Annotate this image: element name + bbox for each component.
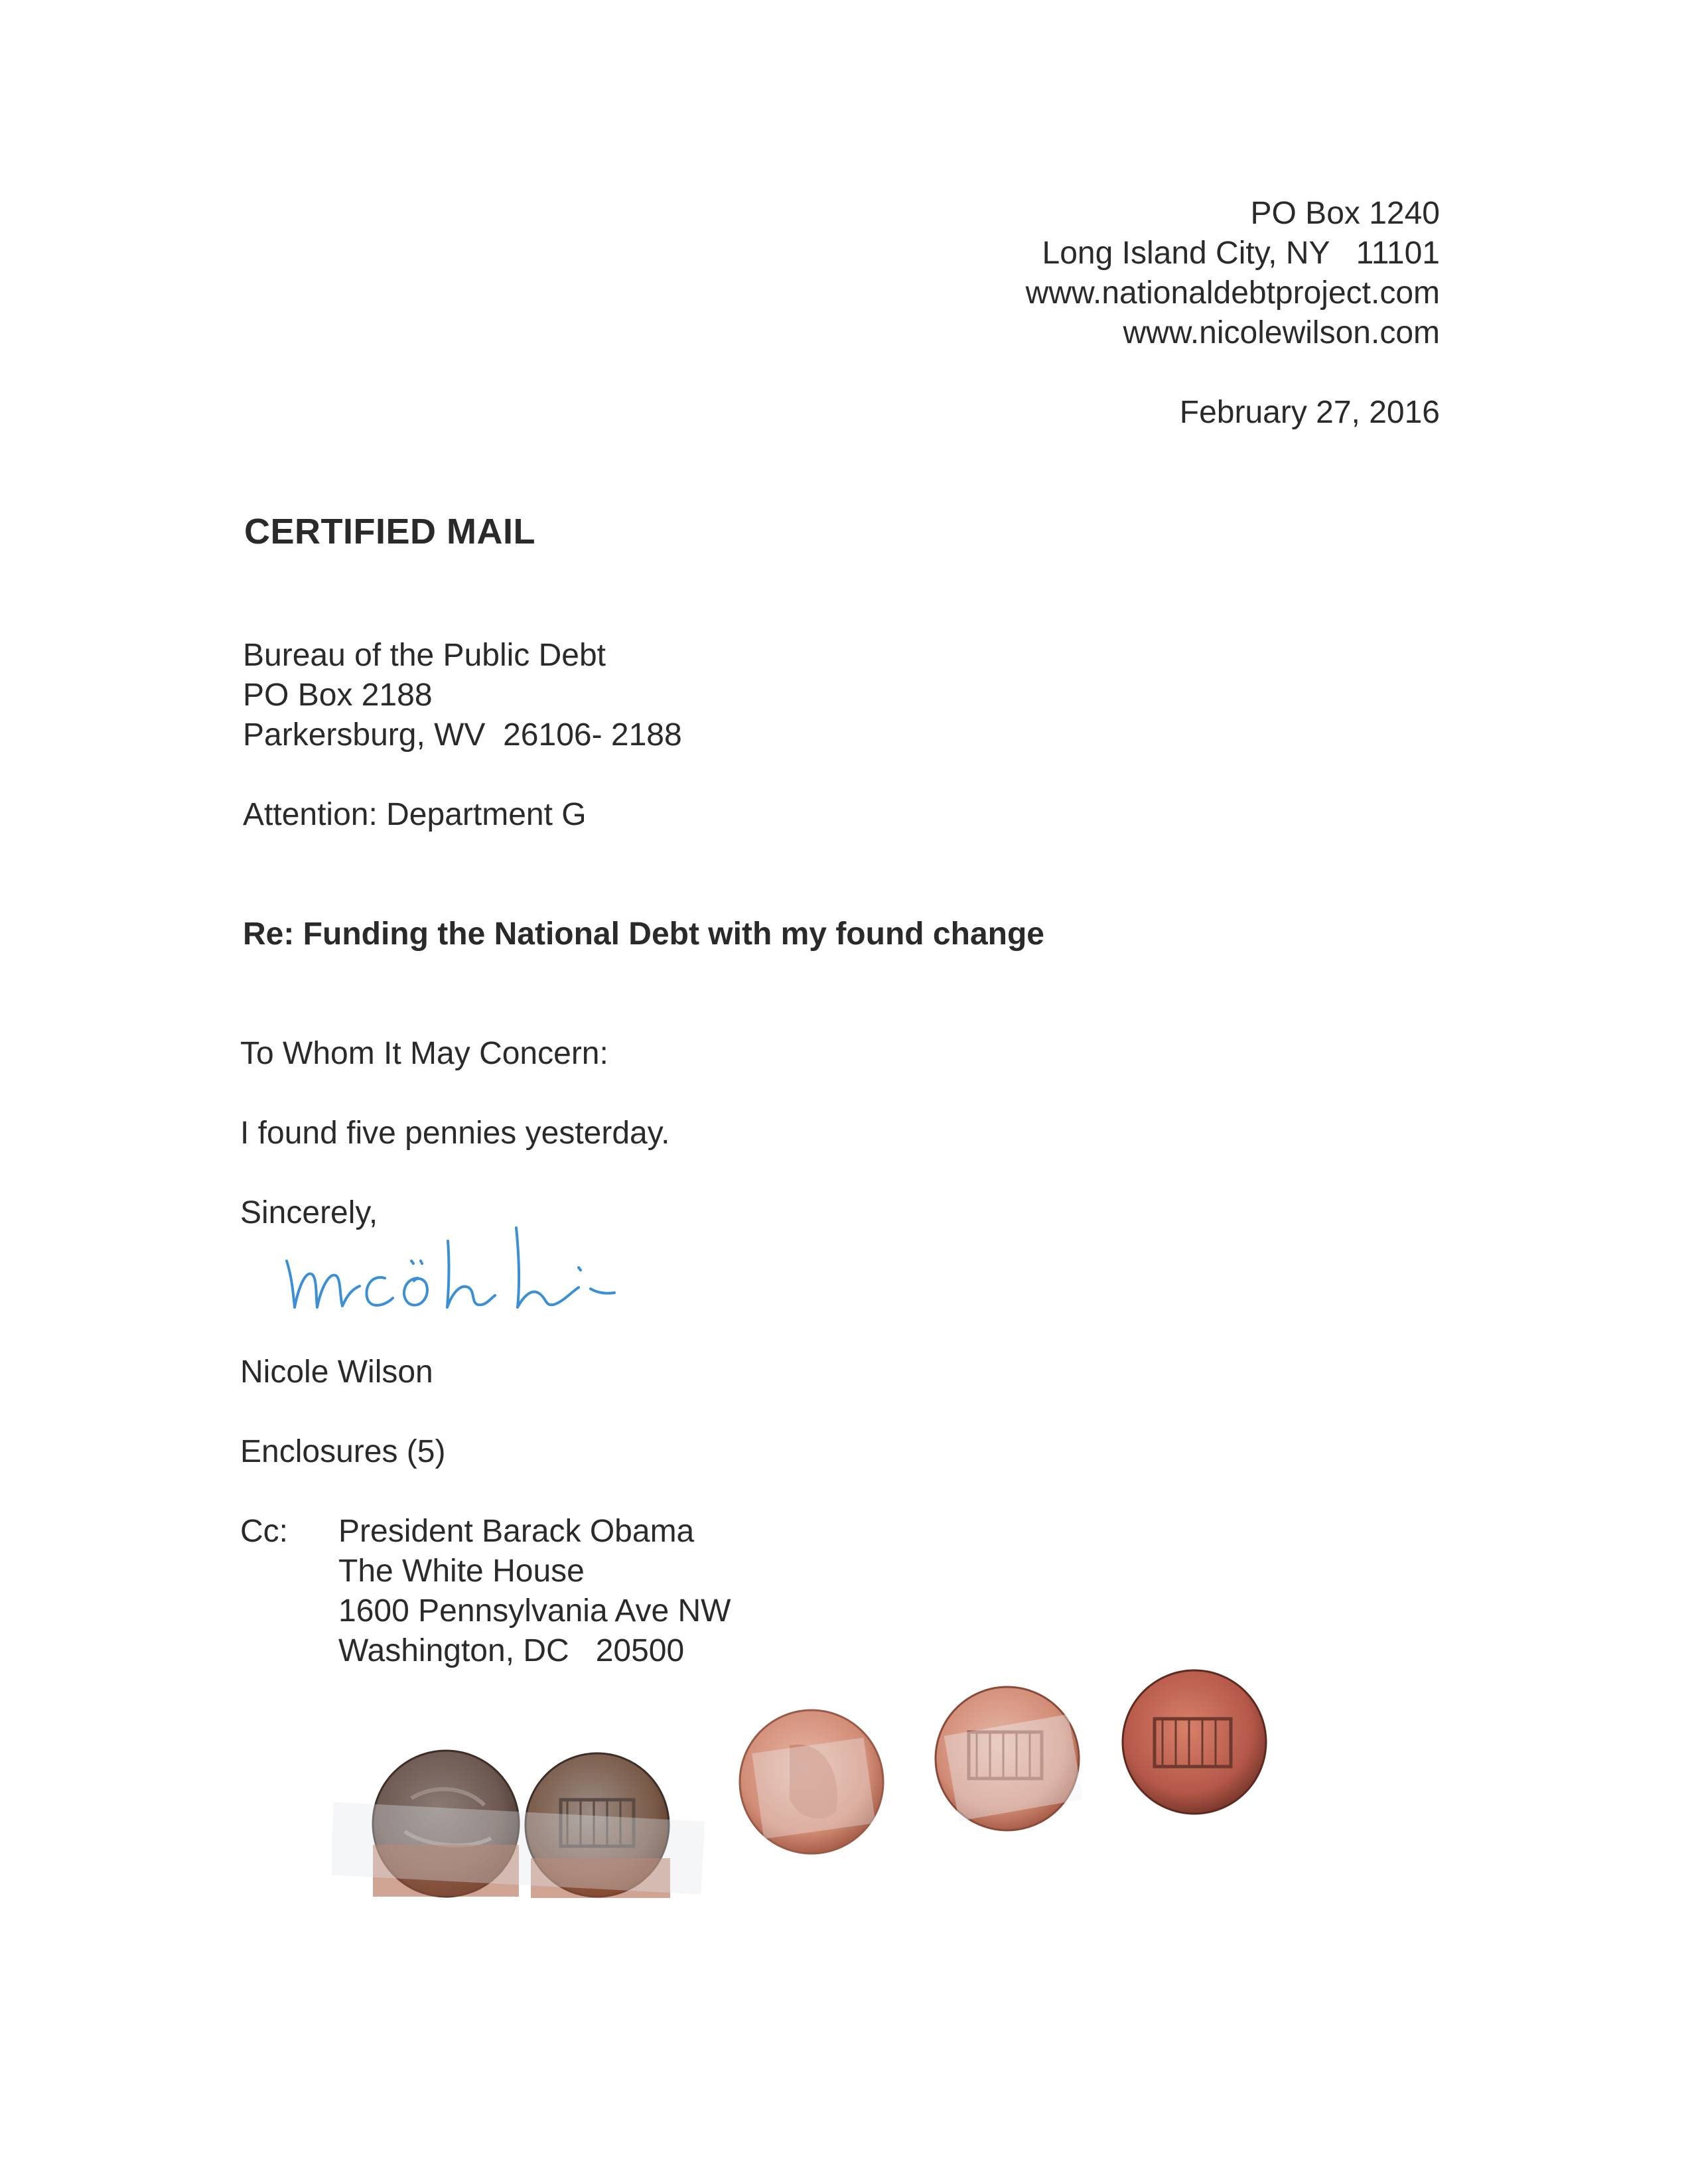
recipient-line-2: PO Box 2188	[243, 678, 433, 713]
penny-4	[936, 1687, 1083, 1830]
enclosed-pennies	[332, 1646, 1327, 1938]
attention-line: Attention: Department G	[243, 797, 587, 832]
closing: Sincerely,	[240, 1195, 378, 1230]
recipient-line-1: Bureau of the Public Debt	[243, 638, 606, 673]
salutation: To Whom It May Concern:	[240, 1036, 608, 1071]
penny-3	[740, 1710, 883, 1854]
enclosures-note: Enclosures (5)	[240, 1434, 446, 1469]
cc-line-4: Washington, DC 20500	[338, 1633, 685, 1668]
sender-website-1: www.nationaldebtproject.com	[1025, 275, 1440, 311]
signer-name: Nicole Wilson	[240, 1354, 433, 1390]
sender-city-line: Long Island City, NY 11101	[1042, 236, 1440, 271]
cc-line-1: President Barack Obama	[338, 1514, 695, 1549]
certified-mail-heading: CERTIFIED MAIL	[244, 512, 535, 551]
letter-body: I found five pennies yesterday.	[240, 1116, 670, 1151]
recipient-line-3: Parkersburg, WV 26106- 2188	[243, 717, 682, 753]
subject-line: Re: Funding the National Debt with my found change	[243, 916, 1044, 952]
cc-line-2: The White House	[338, 1554, 585, 1589]
sender-website-2: www.nicolewilson.com	[1123, 315, 1440, 350]
sender-po-box: PO Box 1240	[1250, 196, 1440, 231]
letter-date: February 27, 2016	[1179, 395, 1440, 430]
cc-label: Cc:	[240, 1514, 288, 1549]
penny-5	[1123, 1670, 1266, 1814]
recipient-address	[243, 636, 682, 755]
handwritten-signature	[279, 1214, 637, 1327]
cc-line-3: 1600 Pennsylvania Ave NW	[338, 1593, 731, 1629]
